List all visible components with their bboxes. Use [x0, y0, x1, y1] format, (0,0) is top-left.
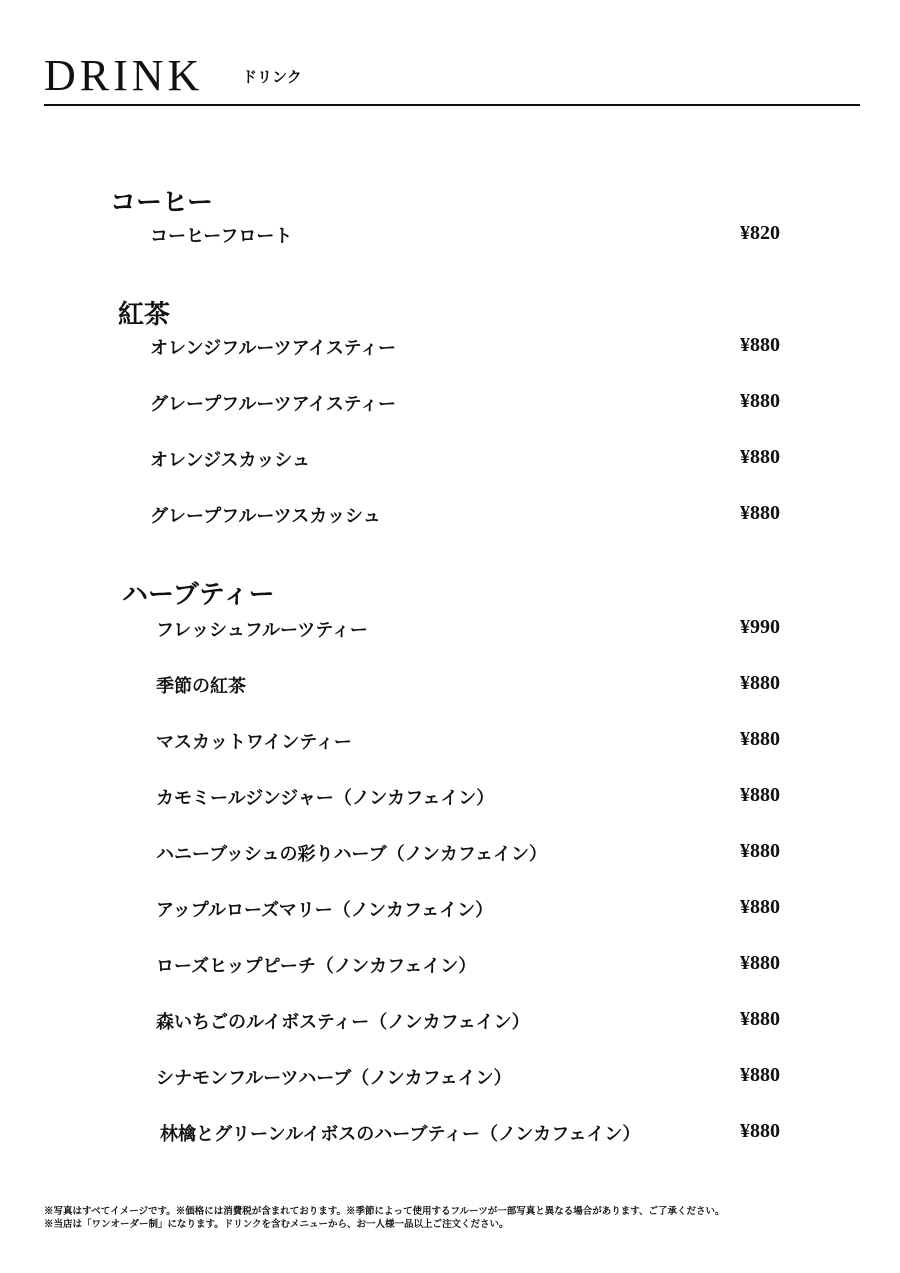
menu-item [0, 1120, 900, 1150]
menu-item-name: ハニーブッシュの彩りハーブ（ノンカフェイン） [156, 844, 547, 865]
menu-item-price: ¥880 [740, 1064, 780, 1086]
menu-item [0, 334, 900, 364]
menu-item [0, 672, 900, 702]
section-title: コーヒー [110, 188, 213, 218]
menu-item-price: ¥820 [740, 222, 780, 244]
menu-item [0, 222, 900, 252]
menu-item-name: コーヒーフロート [150, 226, 293, 247]
menu-item-price: ¥880 [740, 502, 780, 524]
page-title: DRINK [44, 51, 204, 100]
page-subtitle: ドリンク [242, 68, 302, 86]
menu-item-name: オレンジスカッシュ [150, 450, 311, 471]
menu-item [0, 784, 900, 814]
note: ※当店は「ワンオーダー制」になります。ドリンクを含むメニューから、お一人様一品以上ご注文ください。 [44, 1219, 509, 1230]
footer-notes [44, 1205, 725, 1231]
menu-item-name: カモミールジンジャー（ノンカフェイン） [156, 788, 495, 809]
menu-item [0, 446, 900, 476]
menu-item-price: ¥880 [740, 896, 780, 918]
menu-item-price: ¥880 [740, 1008, 780, 1030]
section-title: 紅茶 [118, 300, 171, 330]
menu-item-name: アップルローズマリー（ノンカフェイン） [156, 900, 494, 921]
note: ※写真はすべてイメージです。※価格には消費税が含まれております。※季節によって使用するフルーツが一部写真と異なる場合があります、ご了承ください。 [44, 1206, 725, 1217]
menu-item-name: シナモンフルーツハーブ（ノンカフェイン） [156, 1068, 512, 1089]
menu-item [0, 728, 900, 758]
menu-item-price: ¥880 [740, 840, 780, 862]
menu-item-price: ¥880 [740, 728, 780, 750]
menu-item-price: ¥880 [740, 446, 780, 468]
menu-item-price: ¥880 [740, 672, 780, 694]
menu-item [0, 502, 900, 532]
menu-item-price: ¥880 [740, 334, 780, 356]
menu-item-name: オレンジフルーツアイスティー [150, 338, 397, 359]
menu-item-name: マスカットワインティー [156, 732, 352, 753]
menu-item [0, 840, 900, 870]
section-title: ハーブティー [122, 580, 275, 610]
menu-item [0, 390, 900, 420]
menu-item-name: 季節の紅茶 [156, 676, 246, 697]
menu-item-name: ローズヒップピーチ（ノンカフェイン） [156, 956, 477, 977]
header-divider [44, 104, 860, 106]
menu-item-price: ¥990 [740, 616, 780, 638]
menu-item-name: 森いちごのルイボスティー（ノンカフェイン） [156, 1012, 530, 1033]
menu-item-price: ¥880 [740, 784, 780, 806]
menu-item [0, 1064, 900, 1094]
menu-item [0, 1008, 900, 1038]
menu-item-name: グレープフルーツスカッシュ [150, 506, 381, 527]
menu-item-price: ¥880 [740, 952, 780, 974]
menu-item [0, 896, 900, 926]
menu-item-price: ¥880 [740, 1120, 780, 1142]
menu-item-price: ¥880 [740, 390, 780, 412]
menu-item-name: フレッシュフルーツティー [156, 620, 368, 641]
menu-item [0, 952, 900, 982]
menu-item-name: グレープフルーツアイスティー [150, 394, 397, 415]
menu-item [0, 616, 900, 646]
menu-item-name: 林檎とグリーンルイボスのハーブティー（ノンカフェイン） [160, 1124, 641, 1145]
